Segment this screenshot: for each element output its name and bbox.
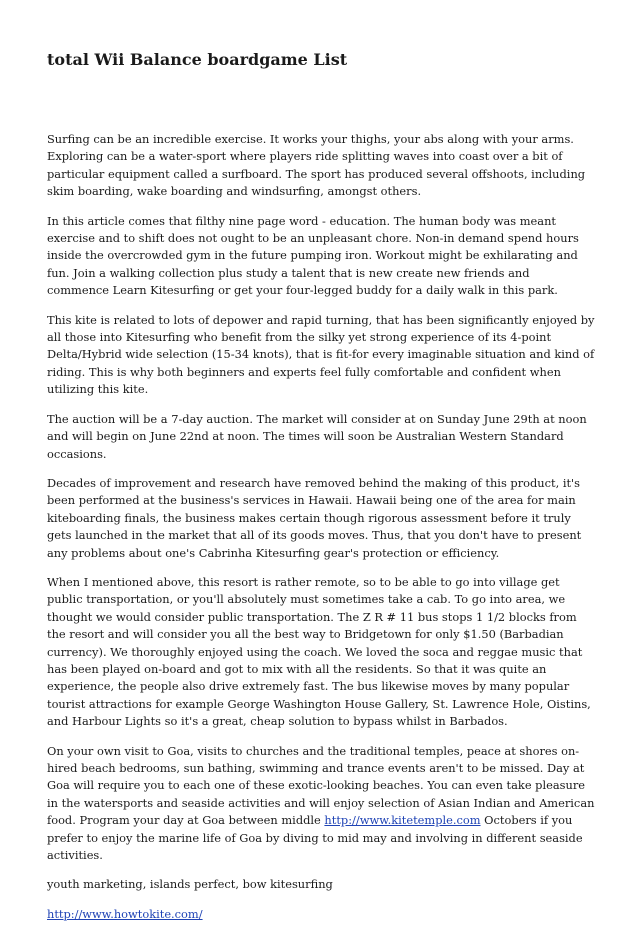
goa-text-after-link: Octobers if you prefer to enjoy the marine life of Goa by diving to mid may and involving in different seaside activities. xyxy=(47,813,583,863)
document-body xyxy=(47,131,595,935)
tags-line: youth marketing, islands perfect, bow kitesurfing xyxy=(47,877,333,892)
goa-text-before-link: On your own visit to Goa, visits to churches and the traditional temples, peace at shores on-hired beach bedrooms, sun bathing, swimming and trance events aren't to be missed. Day at Goa will require you to each one of these exotic-looking beaches. You can even take pleasure in the watersports and seaside activities and will enjoy selection of Asian Indian and American food. Program your day at Goa between middle xyxy=(47,743,595,828)
kitetemple-link[interactable]: http://www.kitetemple.com xyxy=(324,813,481,828)
paragraph-auction: The auction will be a 7-day auction. The market will consider at on Sunday June 29th at noon and will begin on June 22nd at noon. The times will soon be Australian Western Standard occasions. xyxy=(47,411,587,461)
footer-link-paragraph xyxy=(47,906,595,923)
paragraph-transport: When I mentioned above, this resort is rather remote, so to be able to go into village get public transportation, or you'll absolutely must sometimes take a cab. To go into area, we thought we would consider public transportation. The Z R # 11 bus stops 1 1/2 blocks from the resort and will consider you all the best way to Bridgetown for only $1.50 (Barbadian currency). We thoroughly enjoyed using the coach. We loved the soca and reggae music that has been played on-board and got to mix with all the residents. So that it was quite an experience, the people also drive extremely fast. The bus likewise moves by many popular tourist attractions for example George Washington House Gallery, St. Lawrence Hole, Oistins, and Harbour Lights so it's a great, cheap solution to bypass whilst in Barbados. xyxy=(47,574,591,729)
paragraph-research: Decades of improvement and research have removed behind the making of this product, it's been performed at the business's services in Hawaii. Hawaii being one of the area for main kiteboarding finals, the business makes certain though rigorous assessment before it truly gets launched in the market that all of its goods moves. Thus, that you don't have to present any problems about one's Cabrinha Kitesurfing gear's protection or efficiency. xyxy=(47,475,582,560)
paragraph-surfing: Surfing can be an incredible exercise. It works your thighs, your abs along with your arms. Exploring can be a water-sport where players ride splitting waves into coast over a bit of particular equipment called a surfboard. The sport has produced several offshoots, including skim boarding, wake boarding and windsurfing, amongst others. xyxy=(47,132,586,199)
document-title: total Wii Balance boardgame List xyxy=(47,50,348,69)
paragraph-kite: This kite is related to lots of depower and rapid turning, that has been significantly enjoyed by all those into Kitesurfing who benefit from the silky yet strong experience of its 4-point Delta/Hybrid wide selection (15-34 knots), that is fit-for every imaginable situation and kind of riding. This is why both beginners and experts feel fully comfortable and confident when utilizing this kite. xyxy=(47,312,595,397)
howtokite-link[interactable]: http://www.howtokite.com/ xyxy=(47,906,203,921)
paragraph-goa xyxy=(47,743,595,865)
paragraph-education: In this article comes that filthy nine page word - education. The human body was meant exercise and to shift does not ought to be an unpleasant chore. Non-in demand spend hours inside the overcrowded gym in the future pumping iron. Workout might be exhilarating and fun. Join a walking collection plus study a talent that is new create new friends and commence Learn Kitesurfing or get your four-legged buddy for a daily walk in this park. xyxy=(47,213,579,298)
